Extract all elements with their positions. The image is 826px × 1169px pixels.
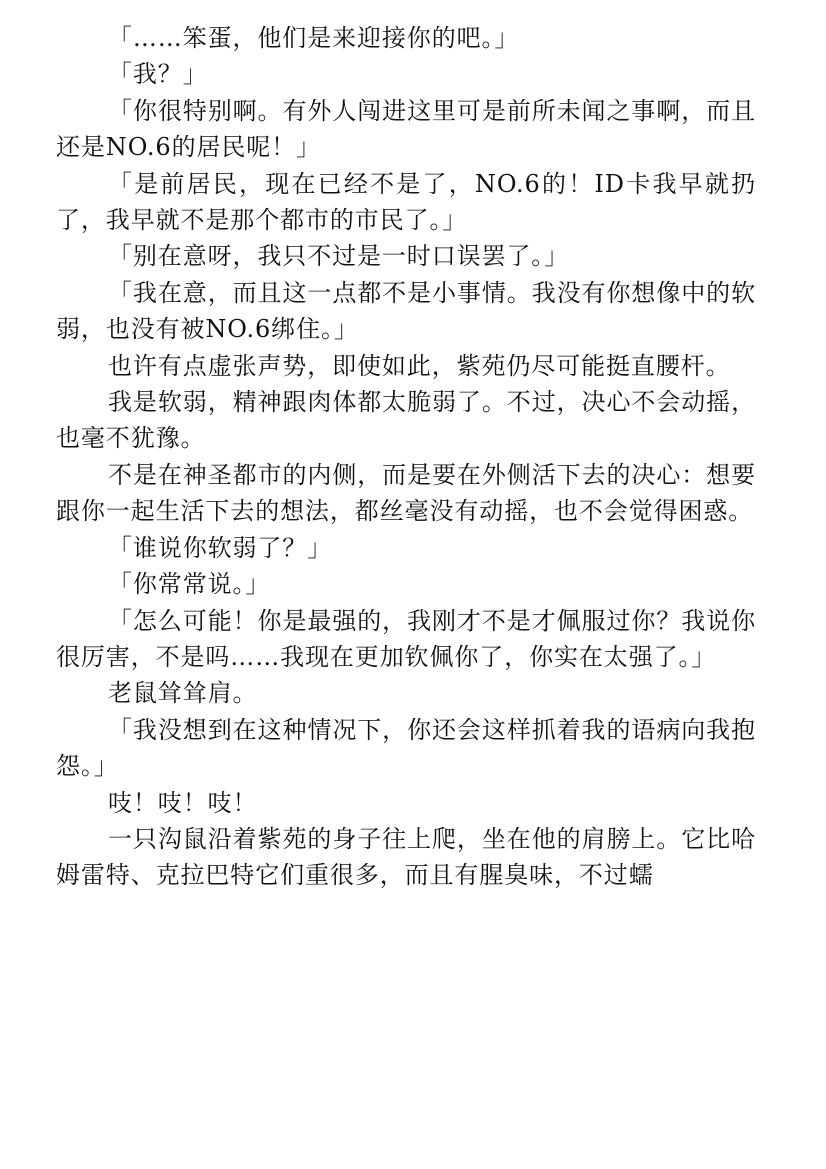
paragraph: 「你常常说。」: [108, 570, 271, 599]
paragraph: 不是在神圣都市的内侧，而是要在外侧活下去的决心：想要跟你一起生活下去的想法，都丝毫没有动摇，也不会觉得困惑。: [56, 460, 756, 526]
paragraph: 「是前居民，现在已经不是了，NO.6的！ID卡我早就扔了，我早就不是那个都市的市民了。」: [56, 169, 756, 235]
paragraph: 也许有点虚张声势，即使如此，紫苑仍尽可能挺直腰杆。: [108, 351, 731, 380]
paragraph: 一只沟鼠沿着紫苑的身子往上爬，坐在他的肩膀上。它比哈姆雷特、克拉巴特它们重很多，而且有腥臭味，不过蠕: [56, 824, 756, 890]
paragraph: 「别在意呀，我只不过是一时口误罢了。」: [108, 242, 570, 271]
paragraph: 「谁说你软弱了？」: [108, 533, 333, 562]
paragraph: 「怎么可能！你是最强的，我刚才不是才佩服过你？我说你很厉害，不是吗……我现在更加钦佩你了，你实在太强了。」: [56, 606, 756, 671]
paragraph: 我是软弱，精神跟肉体都太脆弱了。不过，决心不会动摇，也毫不犹豫。: [56, 388, 756, 453]
book-page: [56, 20, 756, 894]
paragraph: 吱！吱！吱！: [108, 788, 258, 817]
paragraph: 老鼠耸耸肩。: [108, 679, 258, 708]
paragraph: 「我没想到在这种情况下，你还会这样抓着我的语病向我抱怨。」: [56, 715, 756, 781]
paragraph: 「……笨蛋，他们是来迎接你的吧。」: [108, 24, 520, 52]
paragraph: 「你很特别啊。有外人闯进这里可是前所未闻之事啊，而且还是NO.6的居民呢！」: [56, 96, 756, 162]
paragraph: 「我？」: [108, 60, 208, 89]
paragraph: 「我在意，而且这一点都不是小事情。我没有你想像中的软弱，也没有被NO.6绑住。」: [56, 278, 756, 344]
